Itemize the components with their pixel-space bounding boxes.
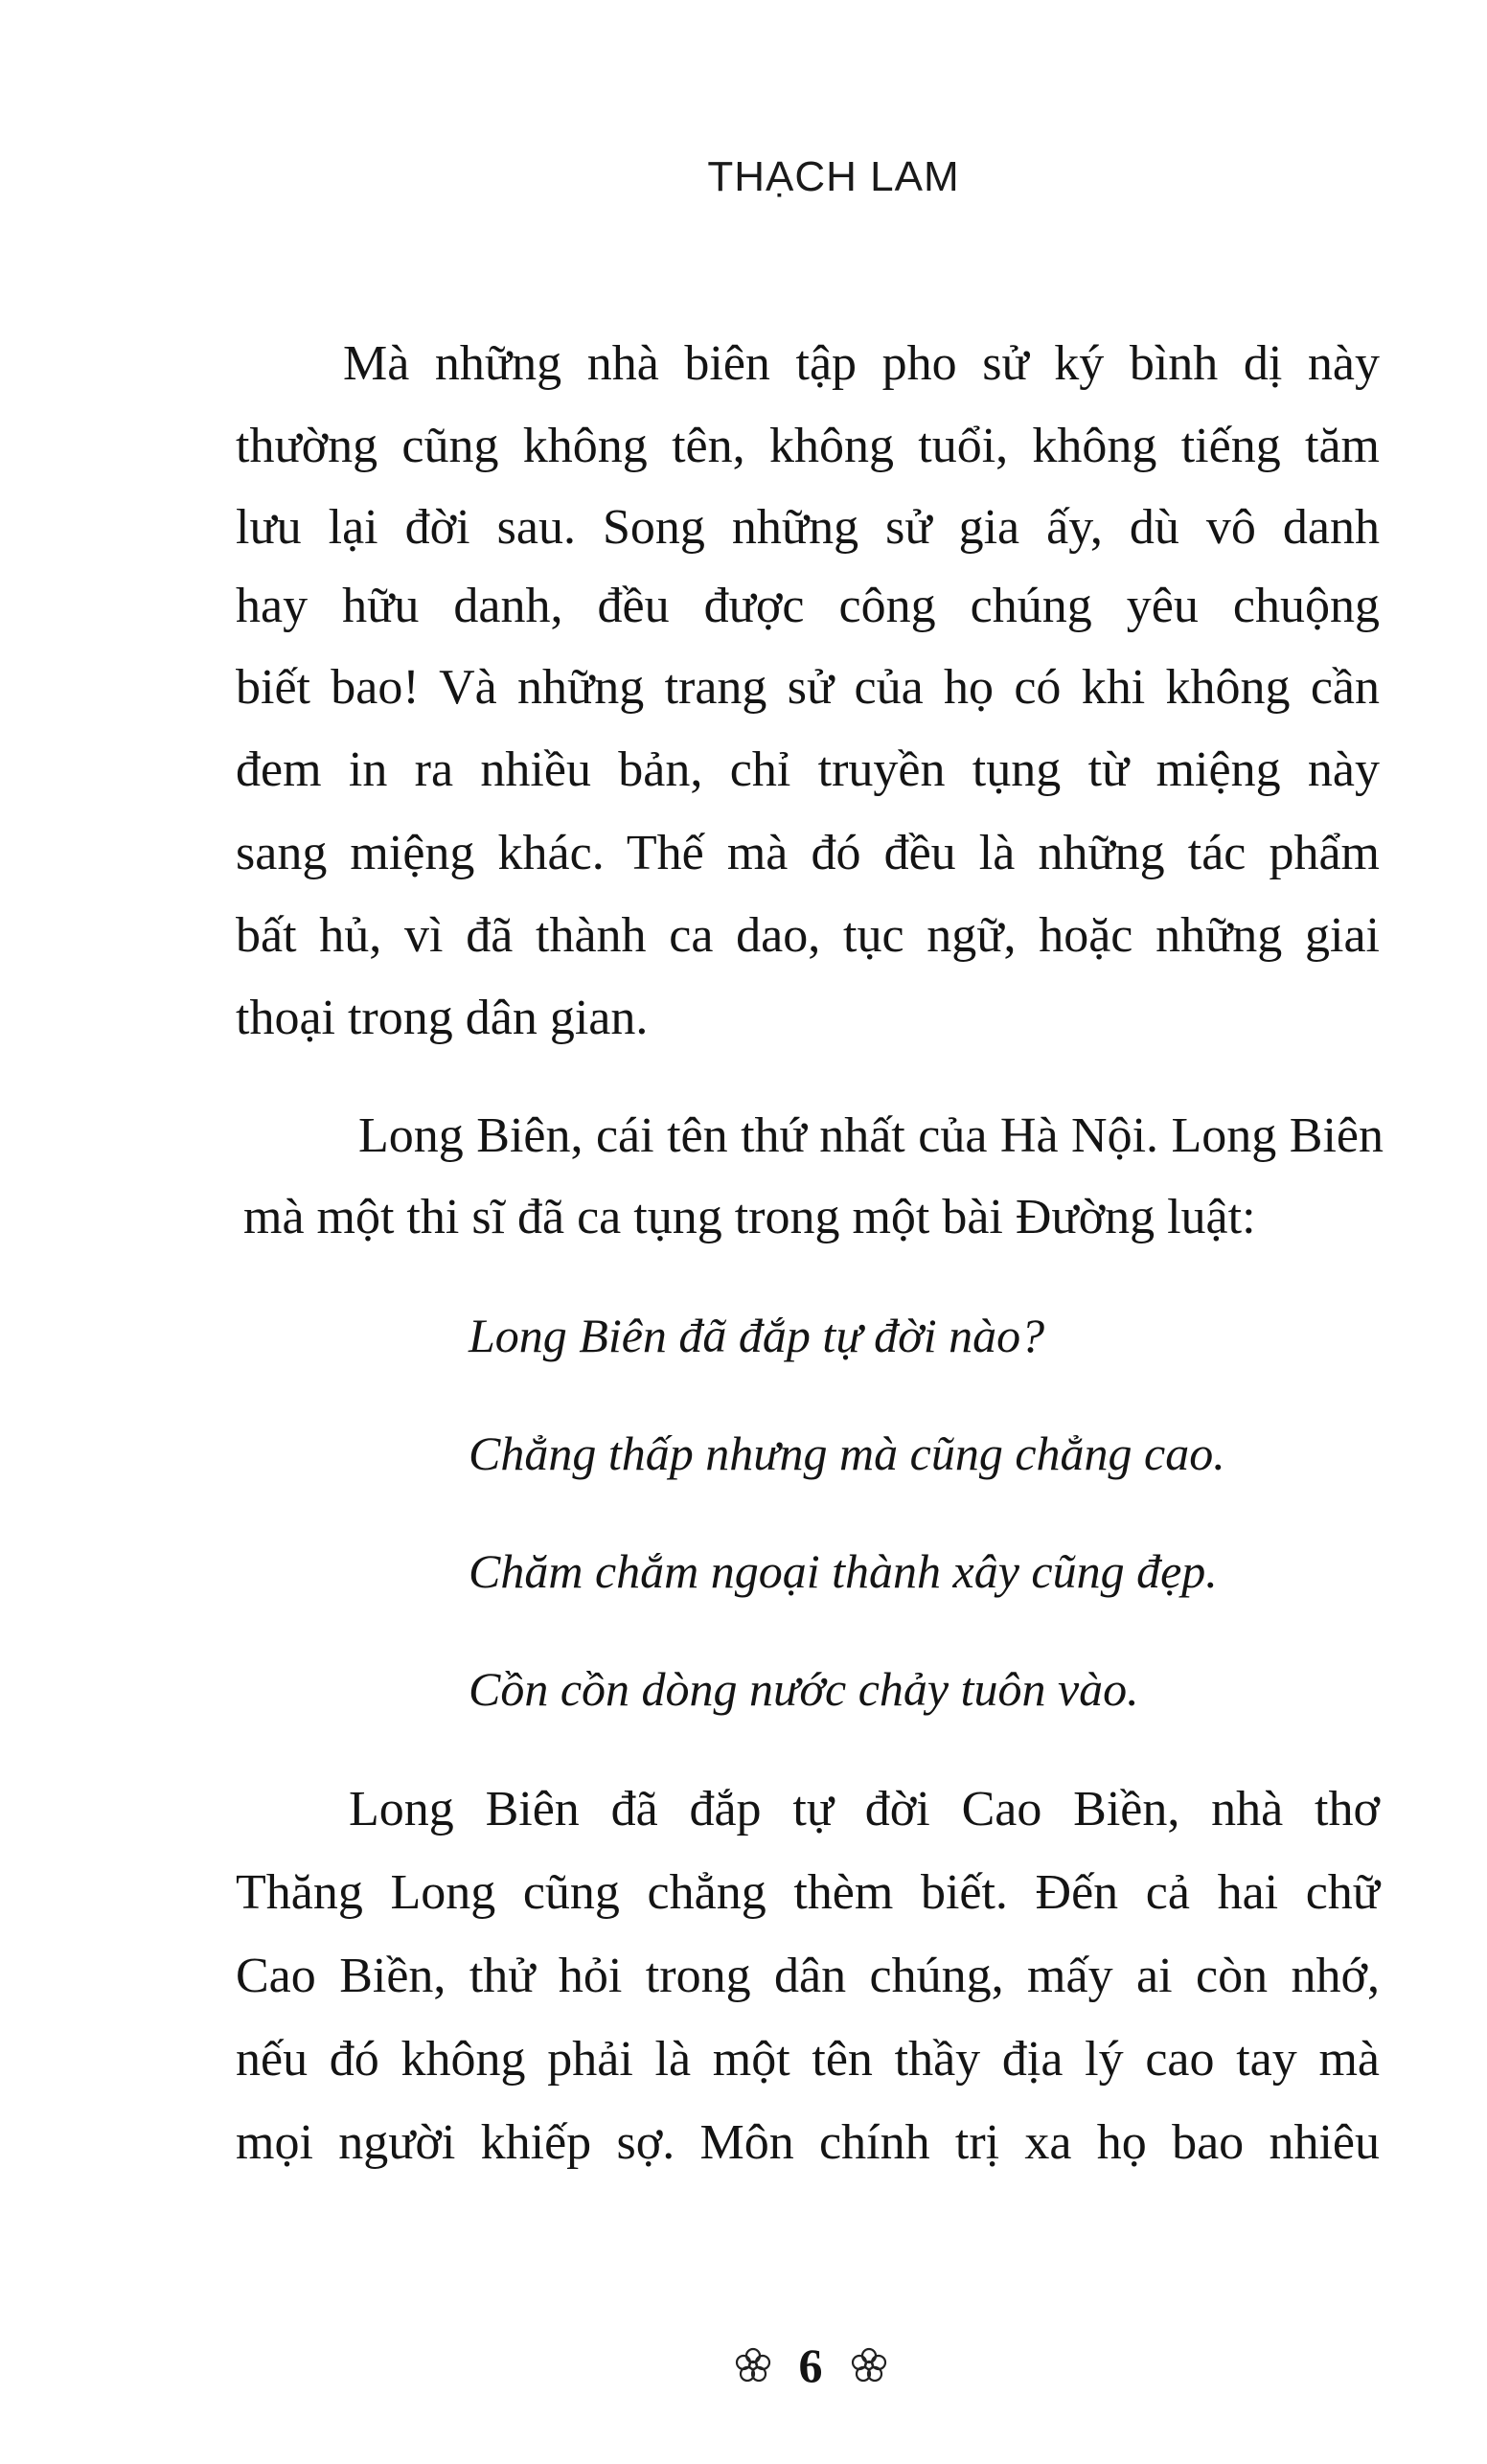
page-footer — [0, 2338, 1487, 2393]
poem-line: Chăm chắm ngoại thành xây cũng đẹp. — [469, 1544, 1218, 1598]
paragraph-3-line: mọi người khiếp sợ. Môn chính trị xa họ bao nhiêu — [236, 2115, 1380, 2170]
flower-icon — [850, 2346, 888, 2384]
paragraph-3-line: Cao Biền, thử hỏi trong dân chúng, mấy ai còn nhớ, — [236, 1949, 1380, 2003]
paragraph-1-line: đem in ra nhiều bản, chỉ truyền tụng từ miệng này — [236, 742, 1380, 797]
paragraph-3-line: nếu đó không phải là một tên thầy địa lý cao tay mà — [236, 2032, 1380, 2087]
poem-line: Long Biên đã đắp tự đời nào? — [469, 1309, 1045, 1362]
paragraph-2-line: Long Biên, cái tên thứ nhất của Hà Nội. Long Biên — [358, 1108, 1384, 1163]
paragraph-1-line: lưu lại đời sau. Song những sử gia ấy, dù vô danh — [236, 500, 1380, 555]
page-number: 6 — [798, 2339, 823, 2392]
paragraph-1-line: sang miệng khác. Thế mà đó đều là những tác phẩm — [236, 826, 1380, 880]
paragraph-1-line: thường cũng không tên, không tuổi, không tiếng tăm — [236, 419, 1380, 473]
paragraph-1-line: thoại trong dân gian. — [236, 991, 649, 1045]
running-header: THẠCH LAM — [707, 153, 960, 200]
paragraph-3-line: Thăng Long cũng chẳng thèm biết. Đến cả hai chữ — [236, 1865, 1380, 1920]
poem-line: Chẳng thấp nhưng mà cũng chẳng cao. — [469, 1426, 1225, 1480]
paragraph-2-line: mà một thi sĩ đã ca tụng trong một bài Đường luật: — [243, 1190, 1256, 1244]
paragraph-1-line: Mà những nhà biên tập pho sử ký bình dị này — [343, 336, 1380, 391]
paragraph-3-line: Long Biên đã đắp tự đời Cao Biền, nhà thơ — [349, 1782, 1380, 1837]
paragraph-1-line: hay hữu danh, đều được công chúng yêu chuộng — [236, 579, 1380, 633]
paragraph-1-line: biết bao! Và những trang sử của họ có khi không cần — [236, 660, 1380, 715]
paragraph-1-line: bất hủ, vì đã thành ca dao, tục ngữ, hoặc những giai — [236, 908, 1380, 963]
flower-icon — [734, 2346, 772, 2384]
poem-line: Cồn cồn dòng nước chảy tuôn vào. — [469, 1662, 1139, 1716]
